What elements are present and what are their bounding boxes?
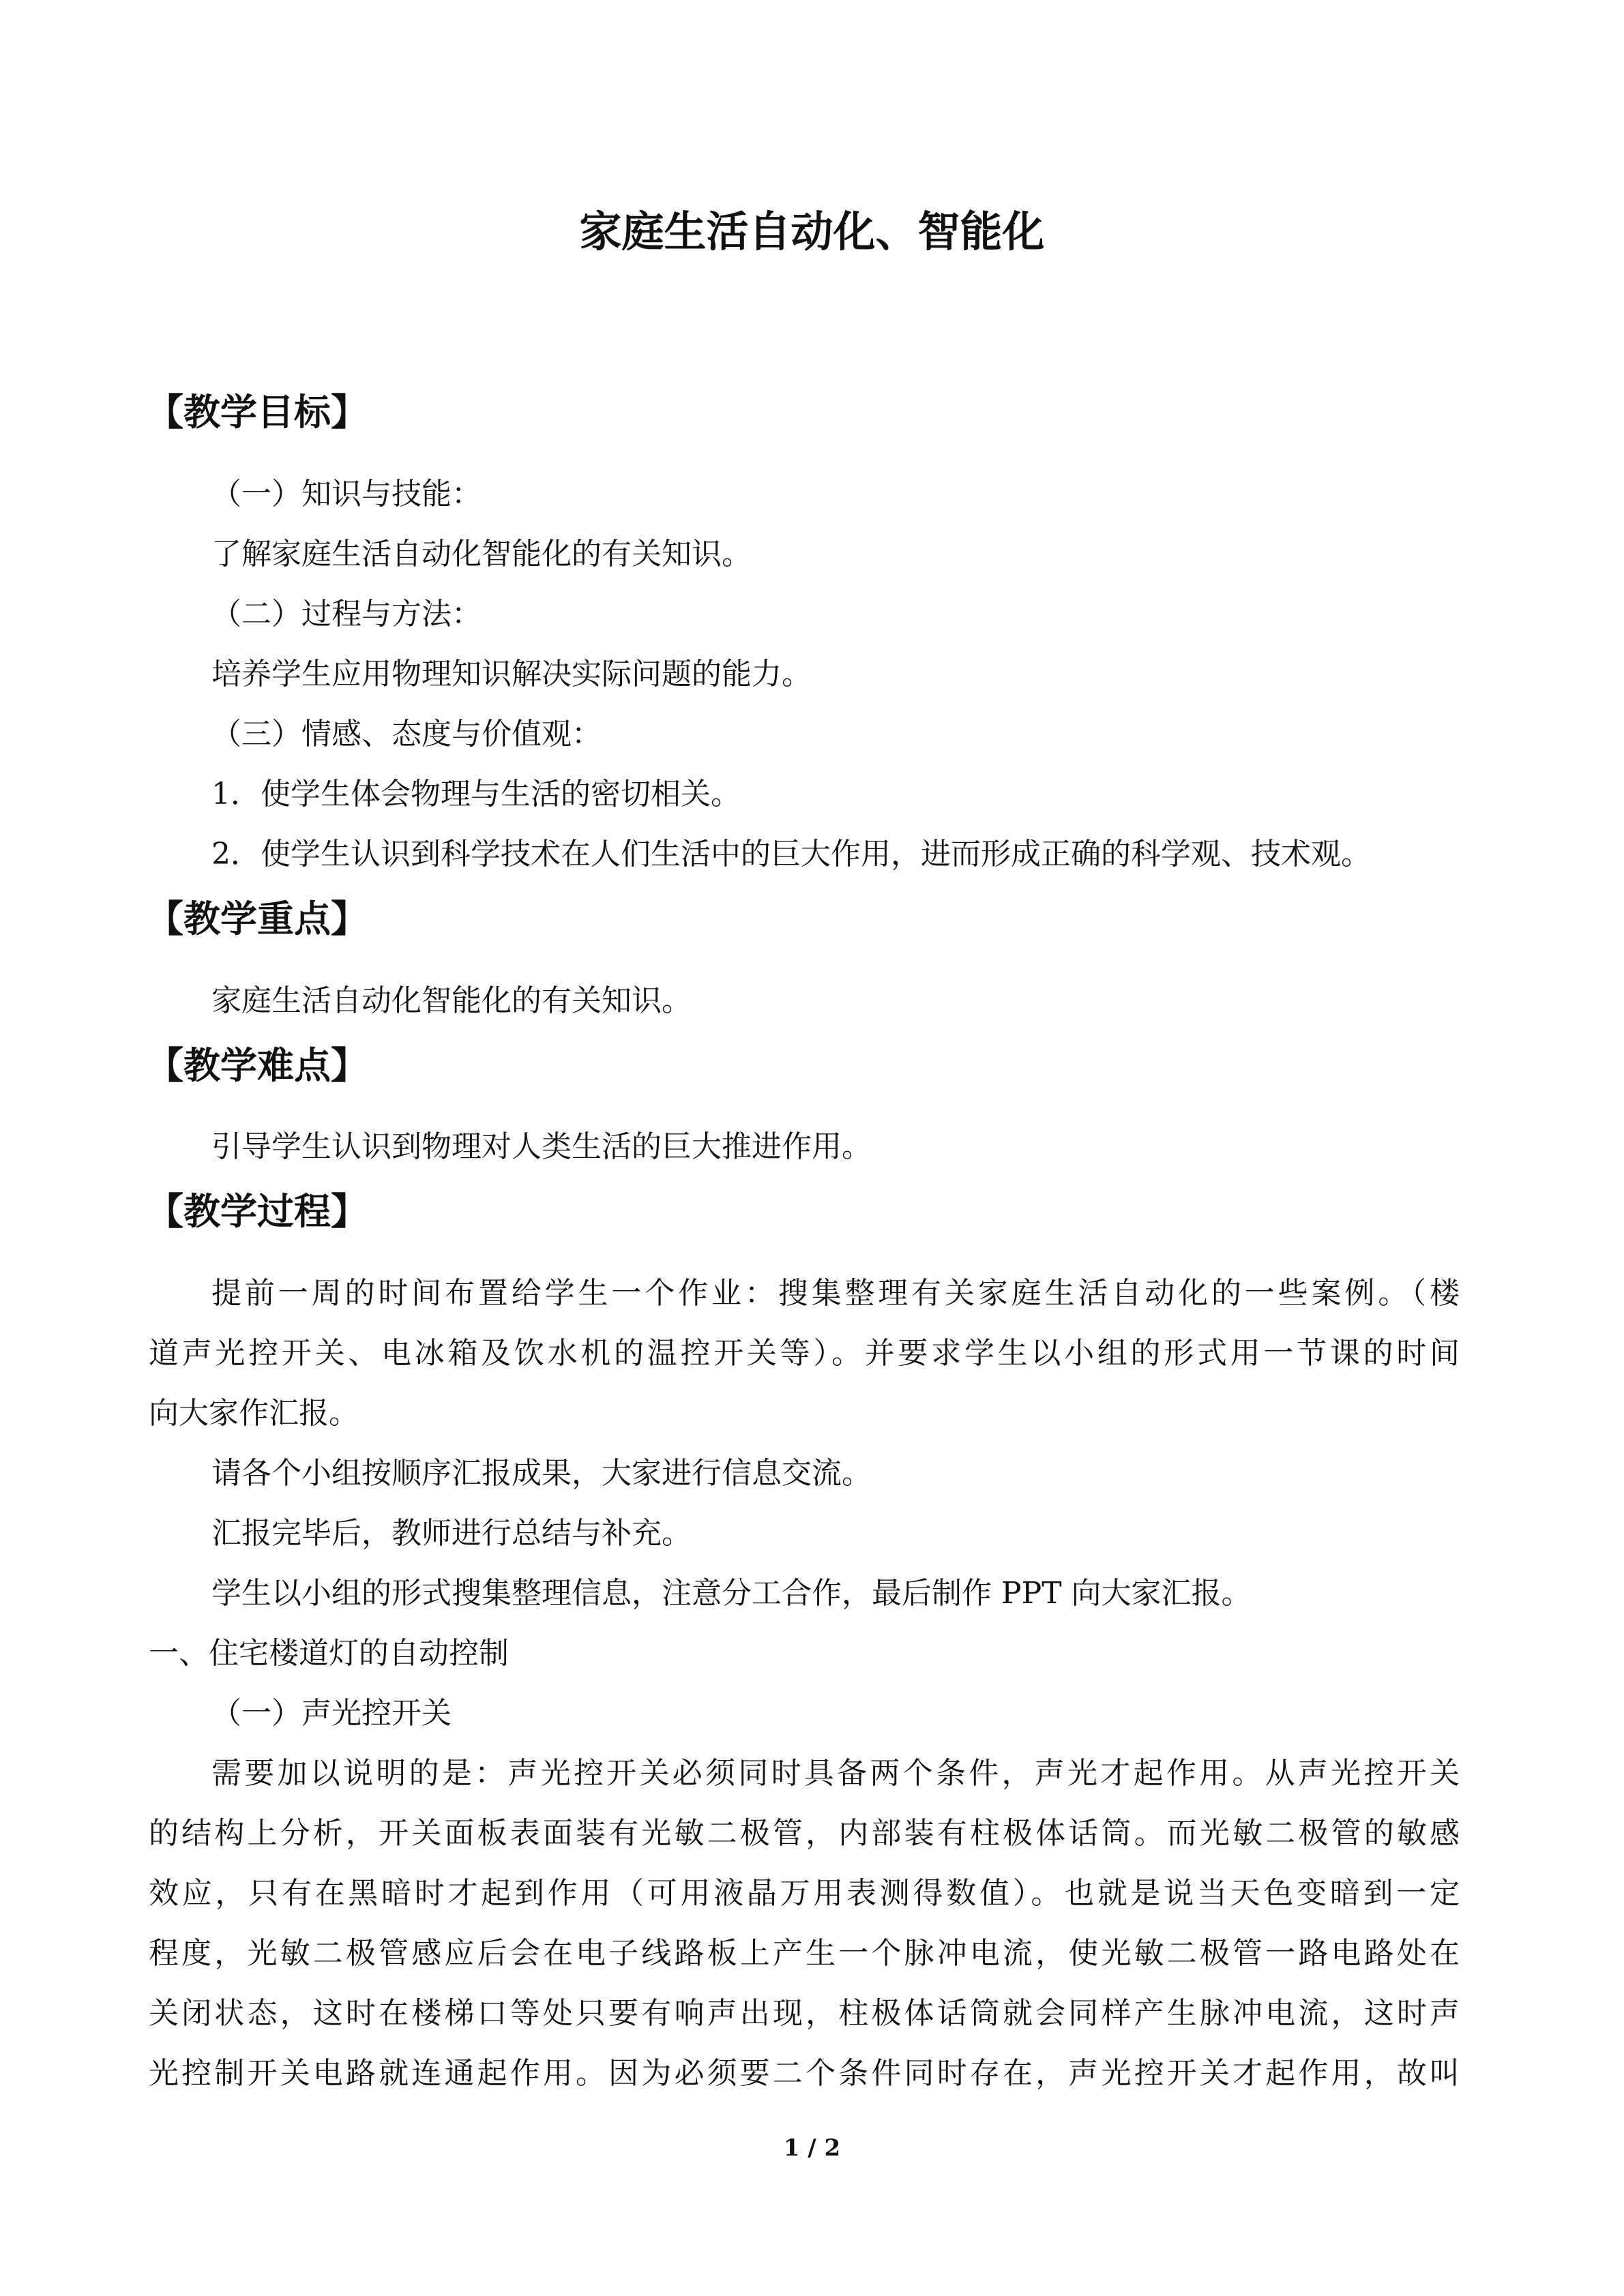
process-paragraph-4: 学生以小组的形式搜集整理信息，注意分工合作，最后制作 PPT 向大家汇报。 — [211, 1576, 1252, 1611]
document-title: 家庭生活自动化、智能化 — [579, 207, 1045, 256]
process-paragraph-5-line-2: 的结构上分析，开关面板表面装有光敏二极管，内部装有柱极体话筒。而光敏二极管的敏感 — [149, 1816, 1460, 1851]
process-paragraph-1-line-2: 道声光控开关、电冰箱及饮水机的温控开关等）。并要求学生以小组的形式用一节课的时间 — [149, 1336, 1460, 1371]
objective-values-item-1: 1．使学生体会物理与生活的密切相关。 — [211, 777, 741, 811]
process-paragraph-5-line-1: 需要加以说明的是：声光控开关必须同时具备两个条件，声光才起作用。从声光控开关 — [211, 1756, 1460, 1791]
heading-process: 【教学过程】 — [147, 1190, 368, 1233]
objective-knowledge-label: （一）知识与技能： — [211, 477, 482, 511]
subsection-heading-1: （一）声光控开关 — [211, 1696, 452, 1731]
heading-key-points: 【教学重点】 — [147, 897, 368, 940]
process-paragraph-5-line-6: 光控制开关电路就连通起作用。因为必须要二个条件同时存在，声光控开关才起作用，故叫 — [149, 2056, 1460, 2091]
objective-process-text: 培养学生应用物理知识解决实际问题的能力。 — [211, 657, 812, 691]
process-paragraph-5-line-4: 程度，光敏二极管感应后会在电子线路板上产生一个脉冲电流，使光敏二极管一路电路处在 — [149, 1936, 1460, 1971]
process-paragraph-5-line-5: 关闭状态，这时在楼梯口等处只要有响声出现，柱极体话筒就会同样产生脉冲电流，这时声 — [149, 1996, 1460, 2031]
heading-objectives: 【教学目标】 — [147, 391, 368, 434]
page-number: 1 / 2 — [783, 2134, 841, 2162]
process-paragraph-1-line-3: 向大家作汇报。 — [149, 1396, 359, 1431]
key-points-text: 家庭生活自动化智能化的有关知识。 — [211, 983, 692, 1018]
heading-difficulties: 【教学难点】 — [147, 1044, 368, 1087]
objective-values-item-2: 2．使学生认识到科学技术在人们生活中的巨大作用，进而形成正确的科学观、技术观。 — [211, 837, 1371, 871]
difficulties-text: 引导学生认识到物理对人类生活的巨大推进作用。 — [211, 1129, 872, 1164]
objective-knowledge-text: 了解家庭生活自动化智能化的有关知识。 — [211, 537, 752, 571]
objective-process-label: （二）过程与方法： — [211, 597, 482, 631]
process-paragraph-1-line-1: 提前一周的时间布置给学生一个作业：搜集整理有关家庭生活自动化的一些案例。（楼 — [211, 1276, 1460, 1311]
objective-values-label: （三）情感、态度与价值观： — [211, 717, 602, 751]
process-paragraph-5-line-3: 效应，只有在黑暗时才起到作用（可用液晶万用表测得数值）。也就是说当天色变暗到一定 — [149, 1876, 1460, 1911]
process-paragraph-2: 请各个小组按顺序汇报成果，大家进行信息交流。 — [211, 1456, 872, 1491]
process-paragraph-3: 汇报完毕后，教师进行总结与补充。 — [211, 1516, 692, 1551]
section-heading-1: 一、住宅楼道灯的自动控制 — [149, 1636, 509, 1671]
